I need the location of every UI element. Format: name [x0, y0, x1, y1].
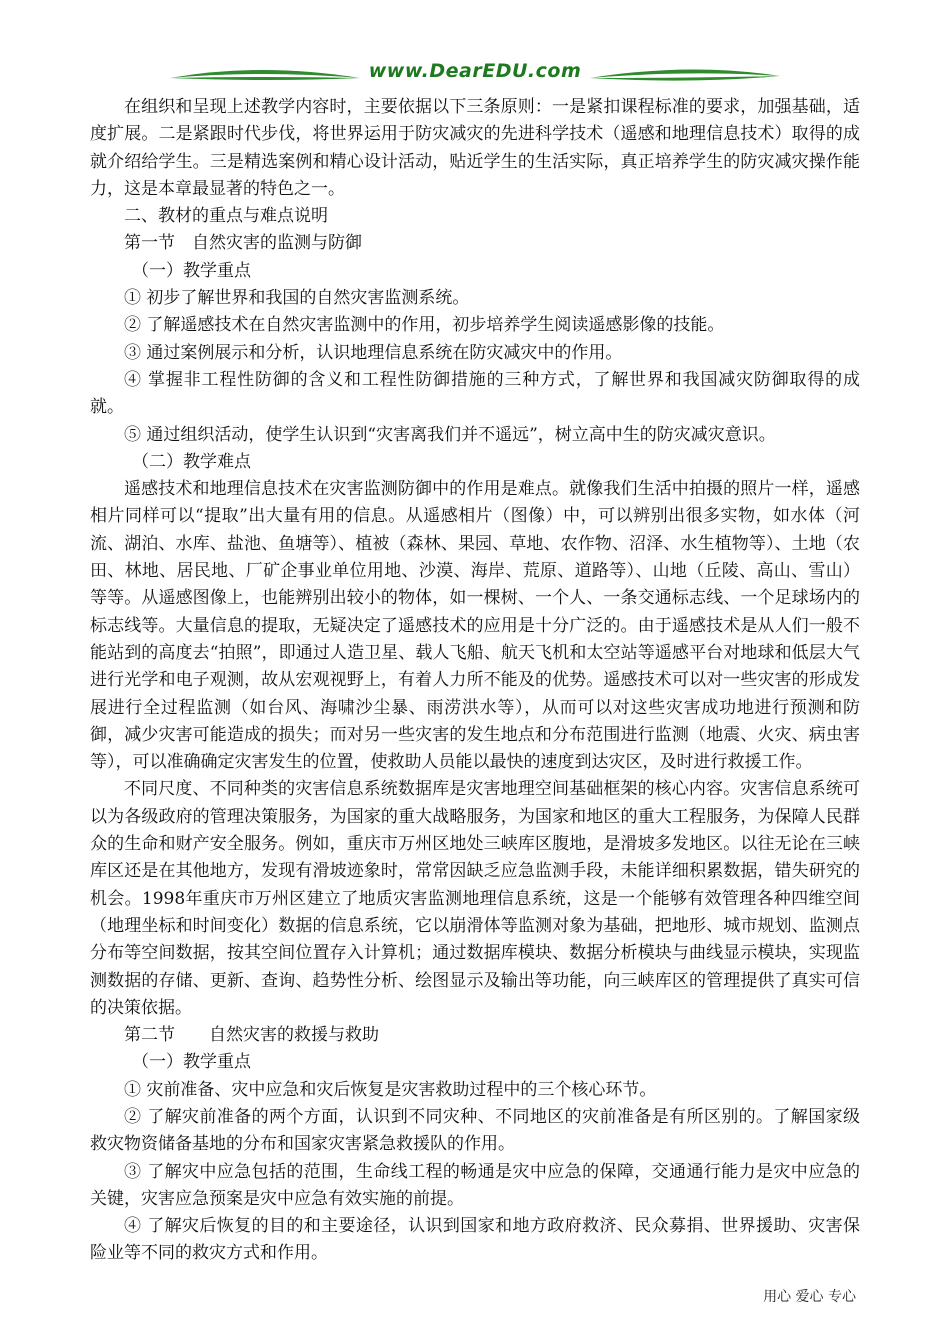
document-body: [90, 94, 860, 1268]
list-item: ① 初步了解世界和我国的自然灾害监测系统。: [124, 288, 470, 309]
section-heading: 二、教材的重点与难点说明: [124, 206, 328, 227]
list-item: ④ 了解灾后恢复的目的和主要途径，认识到国家和地方政府救济、民众募捐、世界援助、灾害保险业等不同的救灾方式和作用。: [90, 1216, 860, 1264]
paragraph-gis: 不同尺度、不同种类的灾害信息系统数据库是灾害地理空间基础框架的核心内容。灾害信息系统可以为各级政府的管理决策服务，为国家的重大战略服务，为国家和地区的重大工程服务，为保障人民群众的生命和财产安全服务。例如，重庆市万州区地处三峡库区腹地，是滑坡多发地区。以往无论在三峡库区还是在其他地方，发现有滑坡迹象时，常常因缺乏应急监测手段，未能详细积累数据，错失研究的机会。1998年重庆市万州区建立了地质灾害监测地理信息系统，这是一个能够有效管理各种四维空间（地理坐标和时间变化）数据的信息系统，它以崩滑体等监测对象为基础，把地形、城市规划、监测点分布等空间数据，按其空间位置存入计算机；通过数据库模块、数据分析模块与曲线显示模块，实现监测数据的存储、更新、查询、趋势性分析、绘图显示及输出等功能，向三峡库区的管理提供了真实可信的决策依据。: [90, 779, 860, 1018]
site-header-logo: [170, 56, 780, 96]
chapter-heading-2: 第二节 自然灾害的救援与救助: [124, 1025, 379, 1046]
site-logo-text: www.DearEDU.com: [368, 60, 582, 82]
list-item: ② 了解遥感技术在自然灾害监测中的作用，初步培养学生阅读遥感影像的技能。: [124, 315, 725, 336]
subheading-key-points: （一）教学重点: [132, 260, 251, 281]
footer-slogan: 用心 爱心 专心: [763, 1289, 856, 1305]
list-item: ④ 掌握非工程性防御的含义和工程性防御措施的三种方式，了解世界和我国减灾防御取得的成就。: [90, 369, 860, 418]
list-item: ① 灾前准备、灾中应急和灾后恢复是灾害救助过程中的三个核心环节。: [124, 1079, 657, 1100]
list-item: ② 了解灾前准备的两个方面，认识到不同灾种、不同地区的灾前准备是有所区别的。了解国家级救灾物资储备基地的分布和国家灾害紧急救援队的作用。: [90, 1106, 860, 1155]
paragraph-principles: 在组织和呈现上述教学内容时，主要依据以下三条原则：一是紧扣课程标准的要求，加强基础，适度扩展。二是紧跟时代步伐，将世界运用于防灾减灾的先进科学技术（遥感和地理信息技术）取得的成就介绍给学生。三是精选案例和精心设计活动，贴近学生的生活实际，真正培养学生的防灾减灾操作能力，这是本章最显著的特色之一。: [90, 97, 860, 199]
list-item: ③ 通过案例展示和分析，认识地理信息系统在防灾减灾中的作用。: [124, 342, 623, 363]
paragraph-remote-sensing: 遥感技术和地理信息技术在灾害监测防御中的作用是难点。就像我们生活中拍摄的照片一样，遥感相片同样可以“提取”出大量有用的信息。从遥感相片（图像）中，可以辨别出很多实物，如水体（河流、湖泊、水库、盐池、鱼塘等）、植被（森林、果园、草地、农作物、沼泽、水生植物等）、土地（农田、林地、居民地、厂矿企事业单位用地、沙漠、海岸、荒原、道路等）、山地（丘陵、高山、雪山）等等。从遥感图像上，也能辨别出较小的物体，如一棵树、一个人、一条交通标志线、一个足球场内的标志线等。大量信息的提取，无疑决定了遥感技术的应用是十分广泛的。由于遥感技术是从人们一般不能站到的高度去“拍照”，即通过人造卫星、载人飞船、航天飞机和太空站等遥感平台对地球和低层大气进行光学和电子观测，故从宏观视野上，有着人力所不能及的优势。遥感技术可以对一些灾害的形成发展进行全过程监测（如台风、海啸沙尘暴、雨涝洪水等），从而可以对这些灾害成功地进行预测和防御，减少灾害可能造成的损失；而对另一些灾害的发生地点和分布范围进行监测（地震、火灾、病虫害等），可以准确确定灾害发生的位置，使救助人员能以最快的速度到达灾区，及时进行救援工作。: [90, 479, 860, 773]
subheading-difficulties: （二）教学难点: [132, 451, 251, 472]
chapter-heading-1: 第一节 自然灾害的监测与防御: [124, 233, 362, 254]
list-item: ⑤ 通过组织活动，使学生认识到“灾害离我们并不遥远”，树立高中生的防灾减灾意识。: [124, 424, 776, 445]
subheading-key-points-2: （一）教学重点: [132, 1052, 251, 1073]
list-item: ③ 了解灾中应急包括的范围，生命线工程的畅通是灾中应急的保障，交通通行能力是灾中应急的关键，灾害应急预案是灾中应急有效实施的前提。: [90, 1161, 860, 1209]
